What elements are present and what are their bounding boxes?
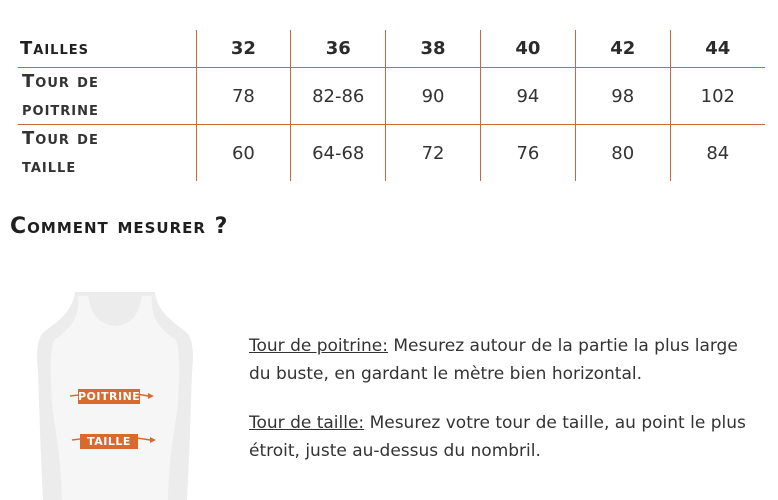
size-header: 38 bbox=[386, 30, 481, 68]
row-label-line: Tour de bbox=[22, 71, 99, 92]
size-header: 36 bbox=[291, 30, 386, 68]
table-cell: 60 bbox=[196, 125, 291, 182]
table-cell: 84 bbox=[670, 125, 765, 182]
table-cell: 78 bbox=[196, 68, 291, 125]
size-chart-table bbox=[18, 30, 765, 181]
table-cell: 72 bbox=[386, 125, 481, 182]
table-cell: 76 bbox=[480, 125, 575, 182]
table-row-waist bbox=[18, 125, 765, 182]
how-to-measure-title: Comment mesurer ? bbox=[10, 214, 229, 239]
table-row-chest bbox=[18, 68, 765, 125]
table-cell: 94 bbox=[480, 68, 575, 125]
waist-instruction bbox=[249, 409, 759, 465]
body-silhouette-figure bbox=[30, 292, 200, 500]
row-label-chest bbox=[18, 68, 196, 125]
sizes-header-label: Tailles bbox=[18, 30, 196, 68]
table-cell: 80 bbox=[575, 125, 670, 182]
size-header: 40 bbox=[480, 30, 575, 68]
size-header: 44 bbox=[670, 30, 765, 68]
chest-term: Tour de poitrine: bbox=[249, 336, 388, 356]
size-header-row bbox=[18, 30, 765, 68]
table-cell: 102 bbox=[670, 68, 765, 125]
chest-instruction-text: Mesurez autour de la partie la plus large du buste, en gardant le mètre bien horizontal. bbox=[249, 336, 738, 384]
table-cell: 90 bbox=[386, 68, 481, 125]
size-header: 42 bbox=[575, 30, 670, 68]
row-label-line: poitrine bbox=[22, 99, 99, 120]
row-label-line: taille bbox=[22, 156, 77, 177]
table-cell: 82-86 bbox=[291, 68, 386, 125]
waist-tag: TAILLE bbox=[80, 434, 138, 449]
chest-instruction bbox=[249, 332, 759, 388]
size-header: 32 bbox=[196, 30, 291, 68]
table-cell: 98 bbox=[575, 68, 670, 125]
row-label-line: Tour de bbox=[22, 128, 99, 149]
row-label-waist bbox=[18, 125, 196, 182]
waist-instruction-text: Mesurez votre tour de taille, au point le plus étroit, juste au-dessus du nombril. bbox=[249, 413, 746, 461]
chest-tag: POITRINE bbox=[78, 390, 141, 403]
table-cell: 64-68 bbox=[291, 125, 386, 182]
waist-term: Tour de taille: bbox=[249, 413, 365, 433]
